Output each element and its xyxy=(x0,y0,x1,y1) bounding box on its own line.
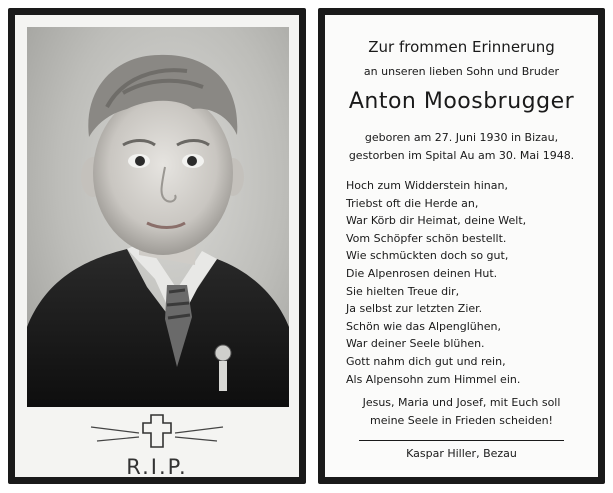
text-card-inner xyxy=(325,15,598,477)
poem-line: Triebst oft die Herde an, xyxy=(346,196,479,210)
poem-line: Sie hielten Treue dir, xyxy=(346,284,460,298)
poem-line: Vom Schöpfer schön bestellt. xyxy=(346,231,507,245)
memorial-photo-card xyxy=(8,8,306,484)
cross-ornament xyxy=(15,413,299,449)
poem-line: Als Alpensohn zum Himmel ein. xyxy=(346,372,521,386)
closing-prayer xyxy=(325,394,598,429)
cross-icon xyxy=(77,413,237,449)
portrait-photo xyxy=(27,27,289,407)
deceased-name: Anton Moosbrugger xyxy=(348,89,575,114)
divider-line xyxy=(359,440,564,441)
poem-line: War Körb dir Heimat, deine Welt, xyxy=(346,214,527,228)
poem-line: Wie schmückten doch so gut, xyxy=(346,249,509,263)
boy-portrait-icon xyxy=(27,27,289,407)
memorial-text-card xyxy=(318,8,605,484)
poem-line: Ja selbst zur letzten Zier. xyxy=(346,302,483,316)
memorial-poem xyxy=(346,177,526,388)
photo-card-inner xyxy=(15,15,299,477)
card-subheading: an unseren lieben Sohn und Bruder xyxy=(363,65,560,78)
rip-text: R.I.P. xyxy=(126,455,188,479)
closing-line-2: meine Seele in Frieden scheiden! xyxy=(370,413,553,427)
poem-line: War deiner Seele blühen. xyxy=(346,337,485,351)
poem-line: Schön wie das Alpenglühen, xyxy=(346,319,501,333)
poem-line: Gott nahm dich gut und rein, xyxy=(346,354,506,368)
poem-line: Hoch zum Widderstein hinan, xyxy=(346,179,508,192)
poem-line: Die Alpenrosen deinen Hut. xyxy=(346,266,498,280)
author-credit: Kaspar Hiller, Bezau xyxy=(406,447,517,460)
card-heading: Zur frommen Erinnerung xyxy=(368,38,555,56)
closing-line-1: Jesus, Maria und Josef, mit Euch soll xyxy=(362,396,561,409)
death-line: gestorben im Spital Au am 30. Mai 1948. xyxy=(348,149,575,162)
birth-line: geboren am 27. Juni 1930 in Bizau, xyxy=(364,131,559,144)
